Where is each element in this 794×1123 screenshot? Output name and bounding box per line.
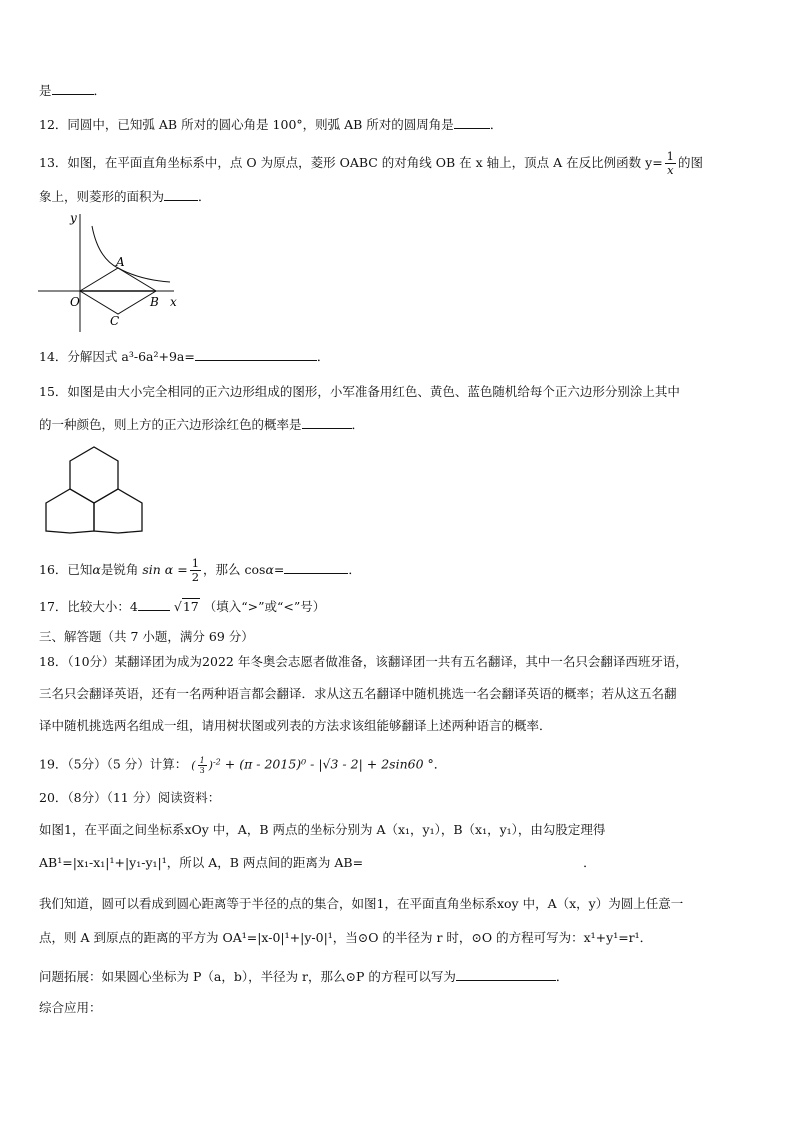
answer-blank[interactable] bbox=[302, 416, 352, 429]
question-13: 13．如图，在平面直角坐标系中，点 O 为原点，菱形 OABC 的对角线 OB 在 x 轴上，顶点 A 在反比例函数 y= $\frac{1}{x}$ 的图 bbox=[39, 149, 704, 177]
answer-blank[interactable] bbox=[284, 561, 348, 574]
question-13-cont: 象上，则菱形的面积为 ． bbox=[39, 189, 211, 204]
label-y: y bbox=[70, 211, 77, 225]
bottom-left-hexagon bbox=[46, 489, 94, 533]
question-20-p2: AB¹=|x₁-x₁|¹+|y₁-y₁|¹，所以 A，B 两点间的距离为 AB= ． bbox=[39, 855, 596, 870]
label-x: x bbox=[170, 295, 177, 309]
fraction: $\frac{1}{x}$ bbox=[666, 149, 674, 177]
question-20-p6: 综合应用： bbox=[39, 1000, 102, 1015]
question-20-p1: 如图1，在平面之间坐标系xOy 中，A，B 两点的坐标分别为 A（x₁，y₁），B（x₁，y₁），由勾股定理得 bbox=[39, 822, 606, 837]
top-hexagon bbox=[70, 447, 118, 503]
question-20-p4: 点，则 A 到原点的距离的平方为 OA¹=|x-0|¹+|y-0|¹，当⊙O 的半径为 r 时，⊙O 的方程可写为：x¹+y¹=r¹． bbox=[39, 930, 653, 945]
label-o: O bbox=[70, 295, 80, 309]
power-term: ( $\frac{1}{3}$ )$^{-2}$ bbox=[191, 756, 221, 775]
question-19: 19．（5分）（5 分）计算： ( $\frac{1}{3}$ )$^{-2}$ + (π - 2015)⁰ - |√3 - 2| + 2sin60 °． bbox=[39, 756, 447, 775]
question-15-cont: 的一种颜色，则上方的正六边形涂红色的概率是 ． bbox=[39, 417, 365, 432]
question-18: 18．（10分）某翻译团为成为2022 年冬奥会志愿者做准备，该翻译团一共有五名翻译，其中一名只会翻译西班牙语， bbox=[39, 654, 688, 669]
question-18-line3: 译中随机挑选两名组成一组，请用树状图或列表的方法求该组能够翻译上述两种语言的概率． bbox=[39, 718, 552, 733]
question-14: 14．分解因式 a³-6a²+9a= ． bbox=[39, 349, 330, 364]
question-12: 12．同圆中，已知弧 AB 所对的圆心角是 100°，则弧 AB 所对的圆周角是 ． bbox=[39, 117, 503, 132]
hyperbola-curve bbox=[92, 226, 170, 282]
question-20-p5: 问题拓展：如果圆心坐标为 P（a，b），半径为 r，那么⊙P 的方程可以写为 ． bbox=[39, 969, 569, 984]
label-b: B bbox=[150, 295, 159, 309]
rhombus-hyperbola-figure bbox=[36, 208, 182, 334]
question-16: 16．已知α是锐角 sin α = $\frac{1}{2}$ ，那么 cosα= ． bbox=[39, 556, 361, 584]
fraction: $\frac{1}{2}$ bbox=[191, 556, 200, 584]
label-c: C bbox=[110, 314, 120, 328]
hexagons-figure bbox=[44, 443, 144, 535]
question-20-p3: 我们知道，圆可以看成到圆心距离等于半径的点的集合，如图1，在平面直角坐标系xoy 中，A（x，y）为圆上任意一 bbox=[39, 896, 684, 911]
question-20-head: 20．（8分）（11 分）阅读资料： bbox=[39, 790, 221, 805]
answer-blank[interactable] bbox=[164, 188, 198, 201]
answer-blank[interactable] bbox=[456, 968, 556, 981]
bottom-right-hexagon bbox=[94, 489, 142, 533]
question-18-line2: 三名只会翻译英语，还有一名两种语言都会翻译．求从这五名翻译中随机挑选一名会翻译英语的概率；若从这五名翻 bbox=[39, 686, 677, 701]
answer-blank[interactable] bbox=[454, 116, 490, 129]
answer-blank[interactable] bbox=[195, 348, 317, 361]
answer-blank[interactable] bbox=[52, 82, 94, 95]
sqrt-17: √17 bbox=[173, 599, 199, 614]
continuation-line: 是 ． bbox=[39, 83, 107, 98]
label-a: A bbox=[116, 255, 125, 269]
section-3-title: 三、解答题（共 7 小题，满分 69 分） bbox=[39, 629, 254, 644]
question-17: 17．比较大小：4 √17 （填入“>”或“<”号） bbox=[39, 599, 326, 614]
answer-blank[interactable] bbox=[138, 598, 170, 611]
question-15: 15．如图是由大小完全相同的正六边形组成的图形，小军准备用红色、黄色、蓝色随机给每个正六边形分别涂上其中 bbox=[39, 384, 680, 399]
